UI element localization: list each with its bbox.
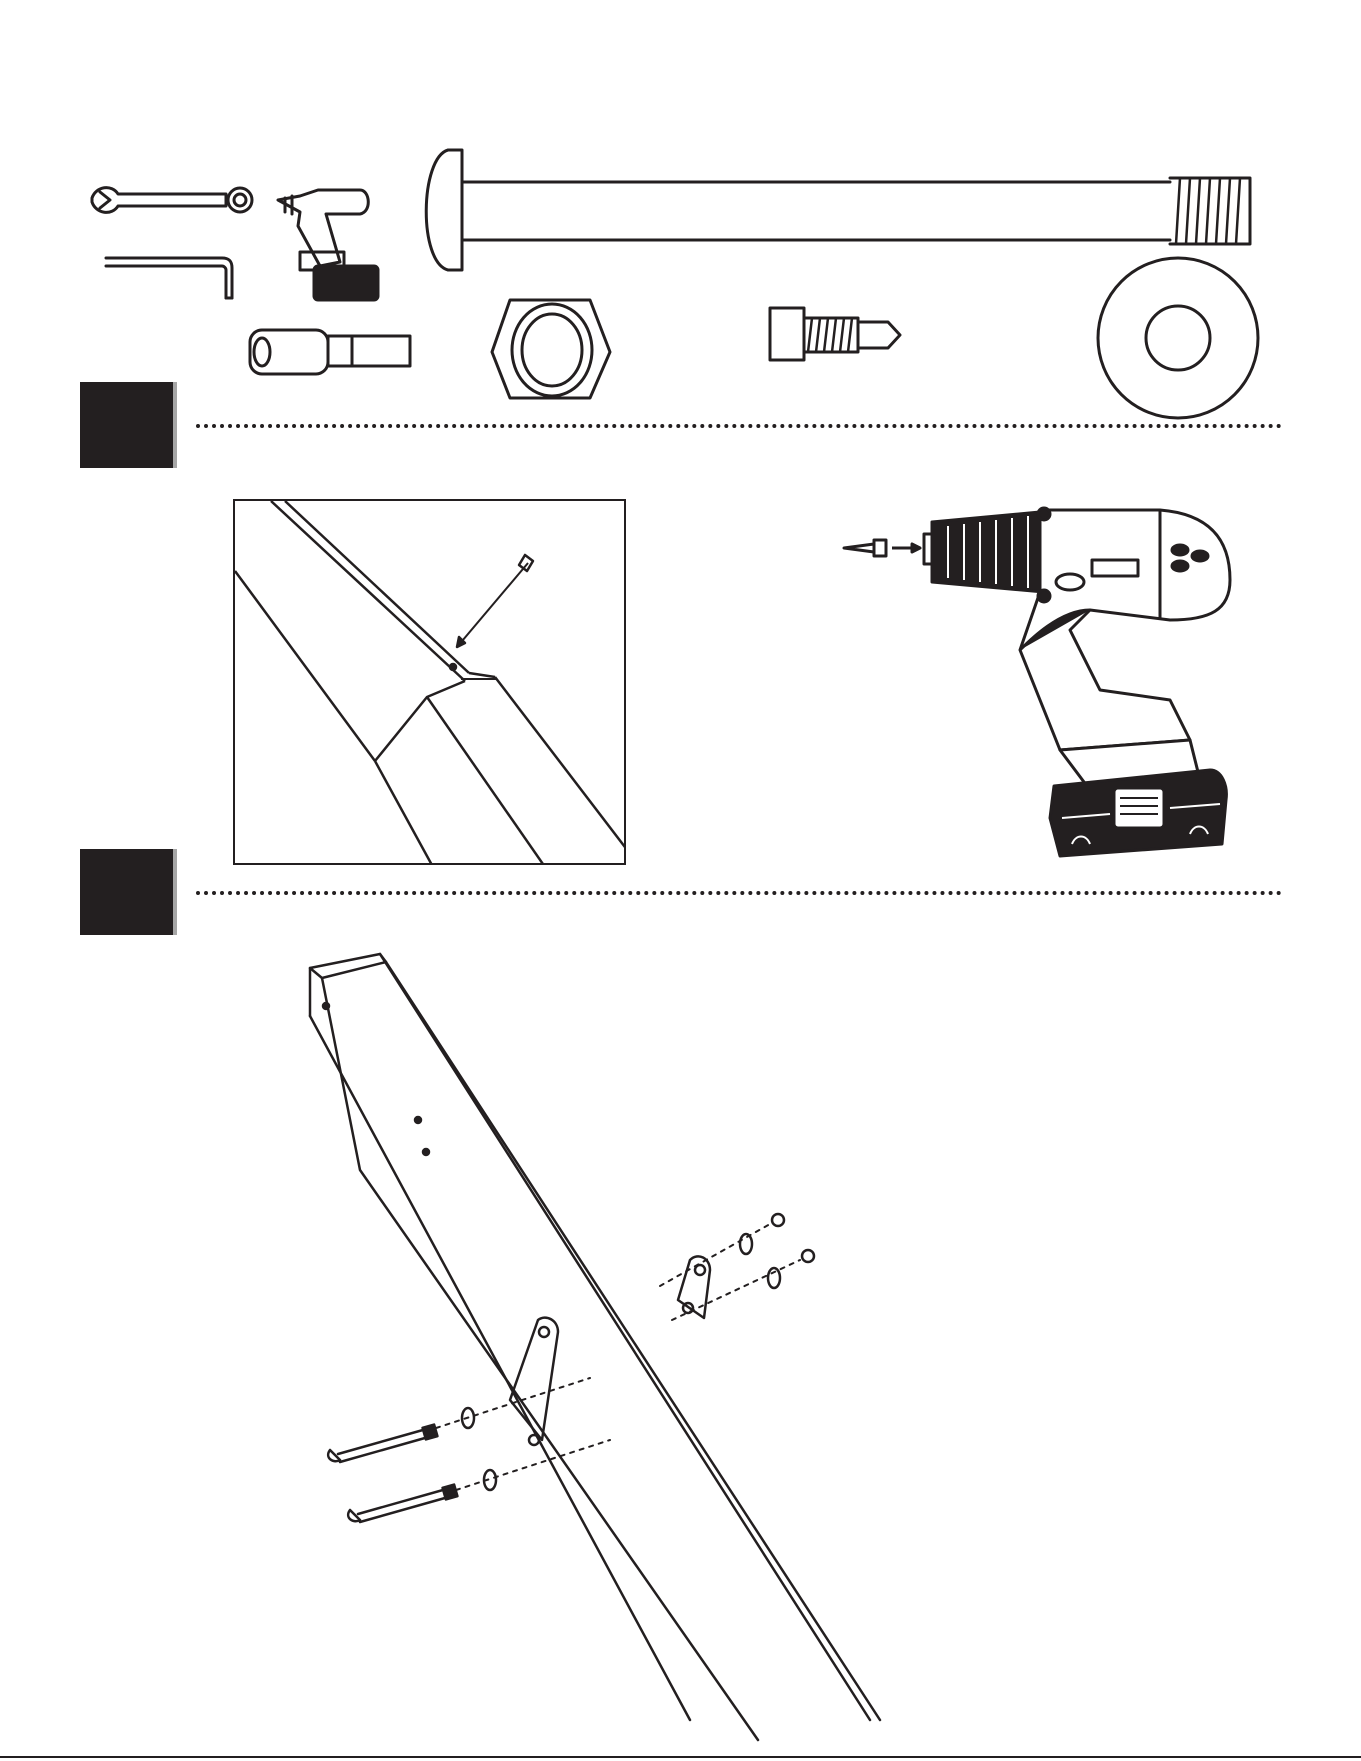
lock-nut-icon xyxy=(492,300,610,398)
page-bottom-rule xyxy=(0,1756,1361,1758)
leg-bracket-assembly-illustration xyxy=(300,940,900,1740)
self-drilling-screw-icon xyxy=(844,540,920,556)
hex-key-icon xyxy=(106,258,232,298)
step-1-detail-frame xyxy=(233,499,626,865)
power-drill-icon xyxy=(278,190,378,300)
self-drilling-screw-icon xyxy=(770,308,900,360)
lock-nut-icon xyxy=(772,1214,784,1226)
carriage-bolt-icon xyxy=(348,1485,457,1522)
flat-washer-icon xyxy=(1098,258,1258,418)
tools-and-hardware-panel xyxy=(0,0,1361,420)
carriage-bolt-icon xyxy=(328,1425,437,1462)
step-number-badge-2 xyxy=(80,849,173,935)
flat-washer-icon xyxy=(768,1268,780,1288)
wrench-icon xyxy=(92,188,252,213)
drill-with-screw-illustration xyxy=(830,500,1250,860)
rail-splice-illustration xyxy=(235,501,626,865)
flat-washer-icon xyxy=(740,1234,752,1254)
step-divider-1 xyxy=(196,424,1282,428)
socket-adapter-icon xyxy=(250,330,410,374)
step-divider-2 xyxy=(196,891,1282,895)
carriage-bolt-icon xyxy=(426,150,1250,270)
lock-nut-icon xyxy=(802,1250,814,1262)
step-number-badge-1 xyxy=(80,382,173,468)
